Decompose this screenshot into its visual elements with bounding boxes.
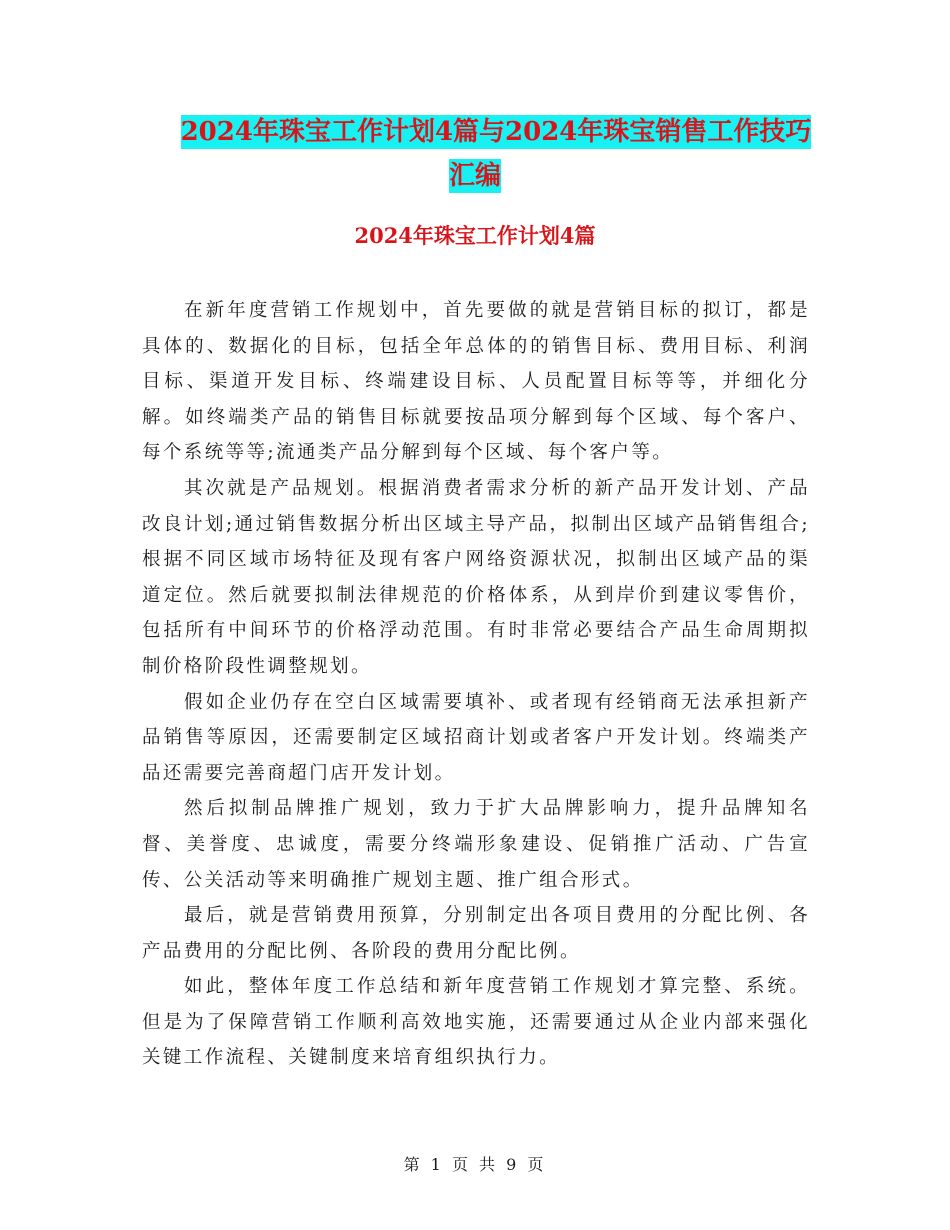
document-body xyxy=(142,293,810,1076)
document-title xyxy=(0,110,950,198)
paragraph: 其次就是产品规划。根据消费者需求分析的新产品开发计划、产品改良计划;通过销售数据分析出区域主导产品，拟制出区域产品销售组合;根据不同区域市场特征及现有客户网络资源状况，拟制出区域产品的渠道定位。然后就要拟制法律规范的价格体系，从到岸价到建议零售价，包括所有中间环节的价格浮动范围。有时非常必要结合产品生命周期拟制价格阶段性调整规划。 xyxy=(142,477,810,677)
paragraph: 在新年度营销工作规划中，首先要做的就是营销目标的拟订，都是具体的、数据化的目标，包括全年总体的的销售目标、费用目标、利润目标、渠道开发目标、终端建设目标、人员配置目标等等，并细化分解。如终端类产品的销售目标就要按品项分解到每个区域、每个客户、每个系统等等;流通类产品分解到每个区域、每个客户等。 xyxy=(142,300,810,464)
title-line-1: 2024年珠宝工作计划4篇与2024年珠宝销售工作技巧 xyxy=(180,117,812,147)
paragraph: 如此，整体年度工作总结和新年度营销工作规划才算完整、系统。但是为了保障营销工作顺利高效地实施，还需要通过从企业内部来强化关键工作流程、关键制度来培育组织执行力。 xyxy=(142,976,810,1069)
title-line-2: 汇编 xyxy=(448,161,501,191)
paragraph: 然后拟制品牌推广规划，致力于扩大品牌影响力，提升品牌知名督、美誉度、忠诚度，需要分终端形象建设、促销推广活动、广告宣传、公关活动等来明确推广规划主题、推广组合形式。 xyxy=(142,798,810,891)
paragraph: 假如企业仍存在空白区域需要填补、或者现有经销商无法承担新产品销售等原因，还需要制定区域招商计划或者客户开发计划。终端类产品还需要完善商超门店开发计划。 xyxy=(142,691,810,784)
paragraph: 最后，就是营销费用预算，分别制定出各项目费用的分配比例、各产品费用的分配比例、各阶段的费用分配比例。 xyxy=(142,905,810,962)
page-footer: 第 1 页 共 9 页 xyxy=(403,1155,547,1174)
section-title: 2024年珠宝工作计划4篇 xyxy=(354,223,596,248)
